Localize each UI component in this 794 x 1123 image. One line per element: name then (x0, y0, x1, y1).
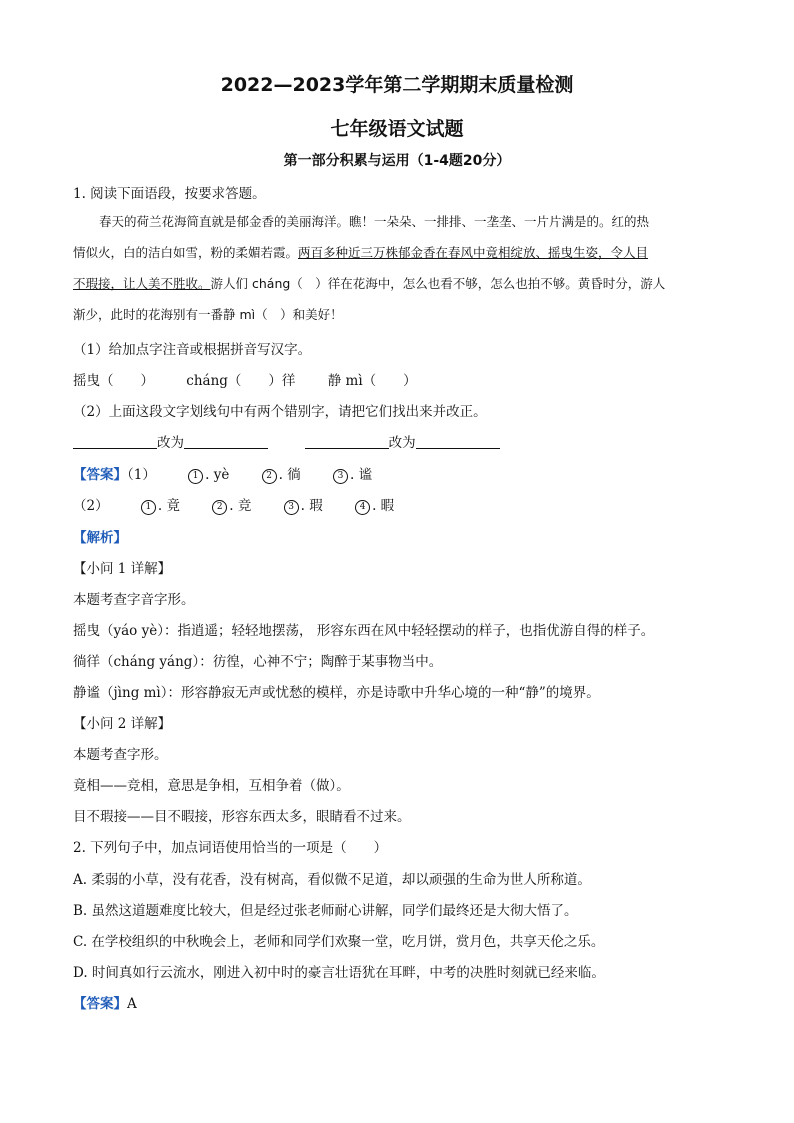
q1-stem: 1. 阅读下面语段，按要求答题。 (73, 186, 266, 202)
answer-item: . 竞 (229, 498, 252, 514)
analysis-label: 【解析】 (73, 530, 127, 546)
answer-prefix: （1） (127, 467, 156, 483)
passage-line-2 (73, 237, 723, 268)
detail1-intro: 本题考查字音字形。 (73, 592, 195, 608)
q1-sub2: （2）上面这段文字划线句中有两个错别字，请把它们找出来并改正。 (73, 404, 487, 420)
q1-answer-1 (73, 463, 372, 484)
circled-number: 1 (188, 469, 203, 484)
q1-sub1-items (73, 369, 417, 389)
passage-line-1: 春天的荷兰花海简直就是郁金香的美丽海洋。瞧！一朵朵、一排排、一垄垄、一片片满是的。红的热 (99, 214, 650, 229)
exam-title: 2022—2023学年第二学期期末质量检测 (220, 74, 574, 96)
exam-subtitle: 七年级语文试题 (330, 118, 464, 140)
q2-option-c: C. 在学校组织的中秋晚会上，老师和同学们欢聚一堂，吃月饼，赏月色，共享天伦之乐。 (73, 934, 605, 950)
q2-option-b: B. 虽然这道题难度比较大，但是经过张老师耐心讲解，同学们最终还是大彻大悟了。 (73, 903, 578, 919)
answer-item: . 谧 (350, 467, 373, 483)
section-heading: 第一部分积累与运用（1-4题20分） (283, 153, 511, 169)
underlined-sentence: 两百多种近三万株郁金香在春风中竟相绽放、摇曳生姿，令人目 (298, 245, 649, 260)
q1-sub2-blanks (73, 431, 500, 451)
circled-number: 1 (141, 500, 156, 515)
passage-text: 游人们 cháng（ ）徉在花海中，怎么也看不够，怎么也拍不够。黄昏时分，游人 (210, 276, 666, 291)
answer-label: 【答案】 (73, 996, 127, 1012)
sub1-item: 摇曳（ ） (73, 373, 154, 389)
q2-option-a: A. 柔弱的小草，没有花香，没有树高，看似微不足道，却以顽强的生命为世人所称道。 (73, 872, 591, 888)
circled-number: 2 (262, 469, 277, 484)
answer-item: . 瑕 (300, 498, 323, 514)
underlined-sentence-end: 不瑕接，让人美不胜收。 (73, 276, 211, 291)
detail2-line: 竟相——竞相，意思是争相，互相争着（做）。 (73, 778, 350, 794)
passage-line-4: 渐少，此时的花海别有一番静 mì（ ）和美好！ (73, 307, 343, 322)
answer-blank[interactable] (416, 434, 500, 449)
sub1-item: cháng（ ）徉 (186, 373, 296, 389)
answer-blank[interactable] (73, 434, 157, 449)
detail2-intro: 本题考查字形。 (73, 747, 168, 763)
answer-blank[interactable] (305, 434, 389, 449)
change-to-label: 改为 (157, 435, 184, 451)
passage-text: 情似火，白的洁白如雪，粉的柔媚若霞。 (73, 245, 299, 260)
detail1-line: 摇曳（yáo yè）：指逍遥；轻轻地摆荡， 形容东西在风中轻轻摆动的样子，也指优游自得的样子。 (73, 623, 655, 639)
circled-number: 4 (355, 500, 370, 515)
q1-answer-2 (73, 494, 394, 515)
circled-number: 3 (284, 500, 299, 515)
answer-item: . 竟 (157, 498, 180, 514)
answer-prefix: （2） (73, 498, 109, 514)
q2-option-d: D. 时间真如行云流水，刚进入初中时的豪言壮语犹在耳畔，中考的决胜时刻就已经来临。 (73, 965, 605, 981)
sub1-item: 静 mì（ ） (327, 373, 417, 389)
detail2-label: 【小问 2 详解】 (73, 716, 172, 732)
answer-label: 【答案】 (73, 467, 127, 483)
answer-item: . 徜 (278, 467, 301, 483)
answer-value: A (127, 996, 137, 1012)
q1-passage (73, 206, 723, 330)
circled-number: 2 (212, 500, 227, 515)
change-to-label: 改为 (388, 435, 416, 451)
q1-sub1: （1）给加点字注音或根据拼音写汉字。 (73, 342, 312, 358)
answer-blank[interactable] (184, 434, 268, 449)
detail1-line: 静谧（jìng mì）：形容静寂无声或忧愁的模样，亦是诗歌中升华心境的一种“静”的境界。 (73, 685, 600, 701)
detail1-label: 【小问 1 详解】 (73, 561, 172, 577)
q2-stem: 2. 下列句子中，加点词语使用恰当的一项是（ ） (73, 840, 388, 856)
answer-item: . yè (205, 467, 230, 483)
answer-item: . 暇 (372, 498, 395, 514)
detail1-line: 徜徉（cháng yáng）：彷徨，心神不宁；陶醉于某事物当中。 (73, 654, 443, 670)
circled-number: 3 (333, 469, 348, 484)
detail2-line: 目不瑕接——目不暇接，形容东西太多，眼睛看不过来。 (73, 809, 411, 825)
passage-line-3 (73, 268, 723, 299)
q2-answer (73, 992, 137, 1012)
